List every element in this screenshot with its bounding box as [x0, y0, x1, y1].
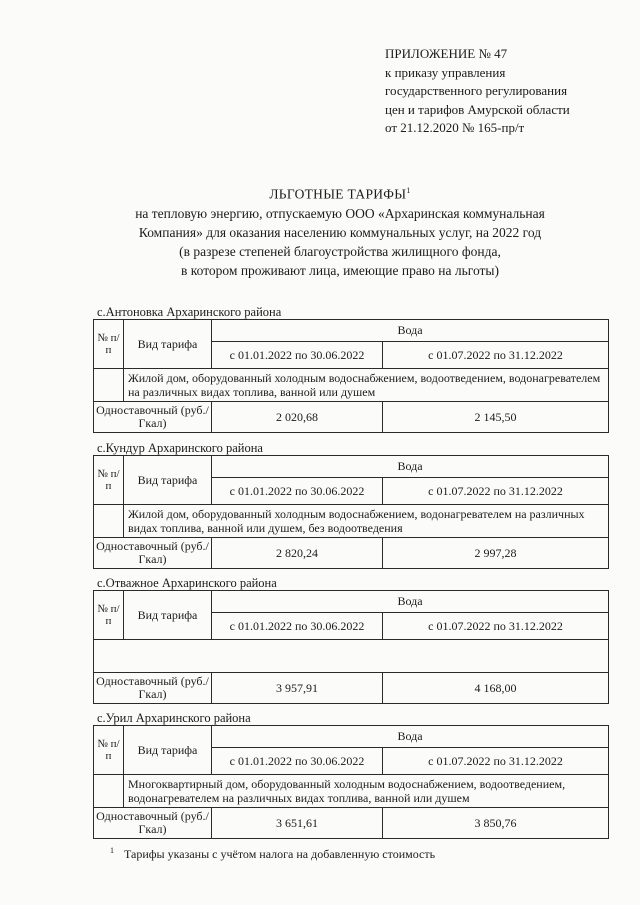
header-num: № п/п — [94, 726, 124, 775]
tariff-label: Одноставочный (руб./Гкал) — [94, 402, 212, 433]
housing-description: Жилой дом, оборудованный холодным водоснабжением, водоотведением, водонагревателем на различных видах топлива, ванной или душем — [124, 369, 609, 402]
tariff-value-1: 2 820,24 — [212, 538, 383, 569]
header-kind: Вид тарифа — [124, 320, 212, 369]
tariff-label: Одноставочный (руб./Гкал) — [94, 808, 212, 839]
period-2: с 01.07.2022 по 31.12.2022 — [383, 748, 609, 775]
tariff-value-2: 2 145,50 — [383, 402, 609, 433]
period-2: с 01.07.2022 по 31.12.2022 — [383, 342, 609, 369]
tariff-section — [93, 441, 608, 569]
empty-num-cell — [94, 775, 124, 808]
header-water: Вода — [212, 456, 609, 478]
tariff-value-2: 3 850,76 — [383, 808, 609, 839]
period-1: с 01.01.2022 по 30.06.2022 — [212, 342, 383, 369]
document-title-block — [40, 181, 640, 280]
header-kind: Вид тарифа — [124, 726, 212, 775]
header-water: Вода — [212, 591, 609, 613]
title-line: в котором проживают лица, имеющие право на льготы) — [181, 262, 499, 278]
tariff-value-1: 3 651,61 — [212, 808, 383, 839]
footnote-text: Тарифы указаны с учётом налога на добавленную стоимость — [124, 847, 436, 861]
appendix-line: к приказу управления — [385, 64, 506, 80]
empty-num-cell — [94, 505, 124, 538]
tariff-label: Одноставочный (руб./Гкал) — [94, 538, 212, 569]
footnote-mark: 1 — [406, 186, 411, 195]
period-1: с 01.01.2022 по 30.06.2022 — [212, 748, 383, 775]
location-title: с.Кундур Архаринского района — [97, 441, 263, 455]
tariff-table — [93, 455, 609, 569]
tariff-value-1: 3 957,91 — [212, 673, 383, 704]
appendix-header — [385, 45, 635, 138]
appendix-line: цен и тарифов Амурской области — [385, 101, 570, 117]
period-2: с 01.07.2022 по 31.12.2022 — [383, 478, 609, 505]
footnote-mark: 1 — [110, 846, 114, 855]
header-num: № п/п — [94, 320, 124, 369]
document-title: ЛЬГОТНЫЕ ТАРИФЫ$^1$ — [269, 186, 411, 202]
title-line: Компания» для оказания населению коммунальных услуг, на 2022 год — [138, 224, 542, 240]
housing-description: Жилой дом, оборудованный холодным водоснабжением, водонагревателем на различных видах топлива, ванной или душем, без водоотведения — [124, 505, 609, 538]
period-1: с 01.01.2022 по 30.06.2022 — [212, 478, 383, 505]
location-title: с.Отважное Архаринского района — [97, 576, 277, 590]
title-line: на тепловую энергию, отпускаемую ООО «Архаринская коммунальная — [135, 205, 545, 221]
period-2: с 01.07.2022 по 31.12.2022 — [383, 613, 609, 640]
title-line: (в разрезе степеней благоустройства жилищного фонда, — [179, 243, 501, 259]
housing-description — [94, 640, 609, 673]
tariff-table — [93, 319, 609, 433]
housing-description: Многоквартирный дом, оборудованный холодным водоснабжением, водоотведением, водонагревателем на различных видах топлива, ванной или душем — [124, 775, 609, 808]
header-water: Вода — [212, 726, 609, 748]
period-1: с 01.01.2022 по 30.06.2022 — [212, 613, 383, 640]
appendix-line: от 21.12.2020 № 165-пр/т — [385, 120, 525, 135]
header-kind: Вид тарифа — [124, 591, 212, 640]
tariff-value-2: 4 168,00 — [383, 673, 609, 704]
location-title: с.Урил Архаринского района — [97, 711, 251, 725]
header-water: Вода — [212, 320, 609, 342]
header-num: № п/п — [94, 591, 124, 640]
tariff-table — [93, 725, 609, 839]
appendix-title: ПРИЛОЖЕНИЕ № 47 — [385, 46, 508, 61]
tariff-label: Одноставочный (руб./Гкал) — [94, 673, 212, 704]
tariff-section — [93, 305, 608, 433]
footnote — [110, 846, 435, 862]
tariff-section — [93, 576, 608, 704]
tariff-value-2: 2 997,28 — [383, 538, 609, 569]
tariff-section — [93, 711, 608, 839]
header-kind: Вид тарифа — [124, 456, 212, 505]
empty-num-cell — [94, 369, 124, 402]
tariff-value-1: 2 020,68 — [212, 402, 383, 433]
header-num: № п/п — [94, 456, 124, 505]
appendix-line: государственного регулирования — [385, 83, 568, 98]
location-title: с.Антоновка Архаринского района — [97, 305, 282, 319]
tariff-table — [93, 590, 609, 704]
